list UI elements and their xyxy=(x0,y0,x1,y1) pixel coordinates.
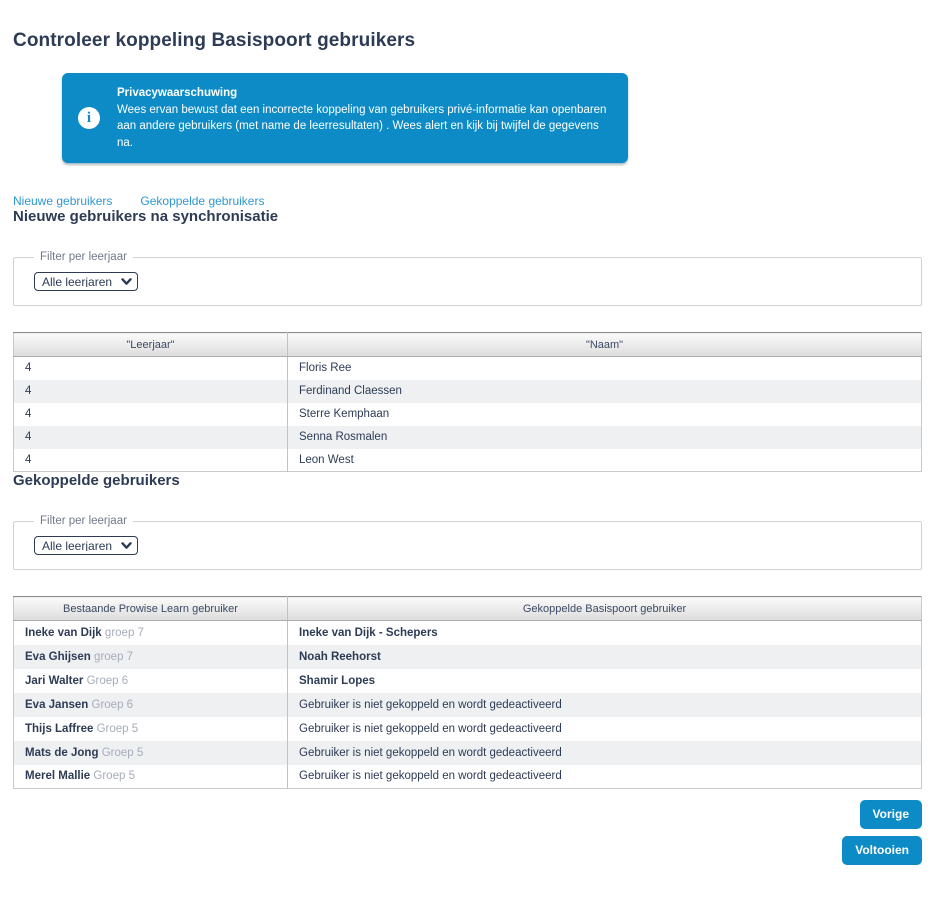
naam-cell: Ferdinand Claessen xyxy=(288,380,922,403)
table-row xyxy=(14,693,922,717)
table-row xyxy=(14,717,922,741)
filter-legend: Filter per leerjaar xyxy=(40,251,127,263)
table-row xyxy=(14,669,922,693)
table-row xyxy=(14,403,922,426)
basispoort-user-cell: Gebruiker is niet gekoppeld en wordt gedeactiveerd xyxy=(288,765,922,789)
naam-cell: Leon West xyxy=(288,449,922,472)
leerjaar-cell: 4 xyxy=(25,453,32,466)
banner-body: Wees ervan bewust dat een incorrecte koppeling van gebruikers privé-informatie kan openbaren aan andere gebruikers (met name de leerresultaten) . Wees alert en kijk bij twijfel de gegevens na. xyxy=(117,103,607,149)
naam-cell: Senna Rosmalen xyxy=(288,426,922,449)
naam-cell: Floris Ree xyxy=(288,357,922,380)
banner-title: Privacywaarschuwing xyxy=(117,87,238,99)
basispoort-user-cell: Gebruiker is niet gekoppeld en wordt gedeactiveerd xyxy=(288,693,922,717)
leerjaar-cell: 4 xyxy=(25,362,32,375)
learn-user-cell: Thijs Laffree Groep 5 xyxy=(25,722,139,735)
info-icon: i xyxy=(78,107,100,129)
leerjaar-select-linked[interactable] xyxy=(34,536,138,555)
linked-users-table-body xyxy=(14,621,922,789)
leerjaar-select[interactable] xyxy=(34,272,138,291)
basispoort-user-cell: Gebruiker is niet gekoppeld en wordt gedeactiveerd xyxy=(288,717,922,741)
basispoort-user-cell: Shamir Lopes xyxy=(288,669,922,693)
leerjaar-cell: 4 xyxy=(25,408,32,420)
filter-legend: Filter per leerjaar xyxy=(40,515,127,527)
table-row xyxy=(14,765,922,789)
finish-button[interactable]: Voltooien xyxy=(842,836,922,865)
table-row xyxy=(14,426,922,449)
linked-users-heading: Gekoppelde gebruikers xyxy=(13,472,180,489)
banner-text xyxy=(117,85,611,151)
new-users-filter xyxy=(13,251,922,306)
table-row xyxy=(14,621,922,645)
tab-nav xyxy=(13,194,922,208)
new-users-table-body xyxy=(14,357,922,472)
new-users-heading: Nieuwe gebruikers na synchronisatie xyxy=(13,208,279,225)
action-buttons xyxy=(13,800,922,865)
basispoort-user-cell: Ineke van Dijk - Schepers xyxy=(288,621,922,645)
table-header-row xyxy=(14,333,922,357)
table-row xyxy=(14,357,922,380)
table-row xyxy=(14,380,922,403)
table-row xyxy=(14,645,922,669)
leerjaar-column-header: "Leerjaar" xyxy=(14,333,288,357)
learn-user-cell: Mats de Jong Groep 5 xyxy=(25,746,144,759)
tab-nieuwe-gebruikers[interactable]: Nieuwe gebruikers xyxy=(13,194,113,208)
learn-user-column-header: Bestaande Prowise Learn gebruiker xyxy=(14,597,288,621)
privacy-warning-banner xyxy=(62,73,628,163)
basispoort-user-cell: Gebruiker is niet gekoppeld en wordt gedeactiveerd xyxy=(288,741,922,765)
table-header-row xyxy=(14,597,922,621)
linked-users-table xyxy=(13,596,922,789)
previous-button[interactable]: Vorige xyxy=(860,800,922,829)
learn-user-cell: Jari Walter Groep 6 xyxy=(25,674,129,687)
table-row xyxy=(14,741,922,765)
page-title: Controleer koppeling Basispoort gebruikers xyxy=(13,30,416,51)
basispoort-user-column-header: Gekoppelde Basispoort gebruiker xyxy=(288,597,922,621)
learn-user-cell: Eva Ghijsen groep 7 xyxy=(25,650,134,663)
learn-user-cell: Eva Jansen Groep 6 xyxy=(25,698,134,711)
linked-users-filter xyxy=(13,515,922,570)
page-container xyxy=(13,0,922,865)
leerjaar-cell: 4 xyxy=(25,431,32,443)
learn-user-cell: Merel Mallie Groep 5 xyxy=(25,770,135,783)
naam-column-header: "Naam" xyxy=(288,333,922,357)
naam-cell: Sterre Kemphaan xyxy=(288,403,922,426)
basispoort-user-cell: Noah Reehorst xyxy=(288,645,922,669)
tab-gekoppelde-gebruikers[interactable]: Gekoppelde gebruikers xyxy=(140,194,265,208)
learn-user-cell: Ineke van Dijk groep 7 xyxy=(25,626,144,639)
leerjaar-cell: 4 xyxy=(25,385,32,397)
new-users-table xyxy=(13,332,922,472)
table-row xyxy=(14,449,922,472)
